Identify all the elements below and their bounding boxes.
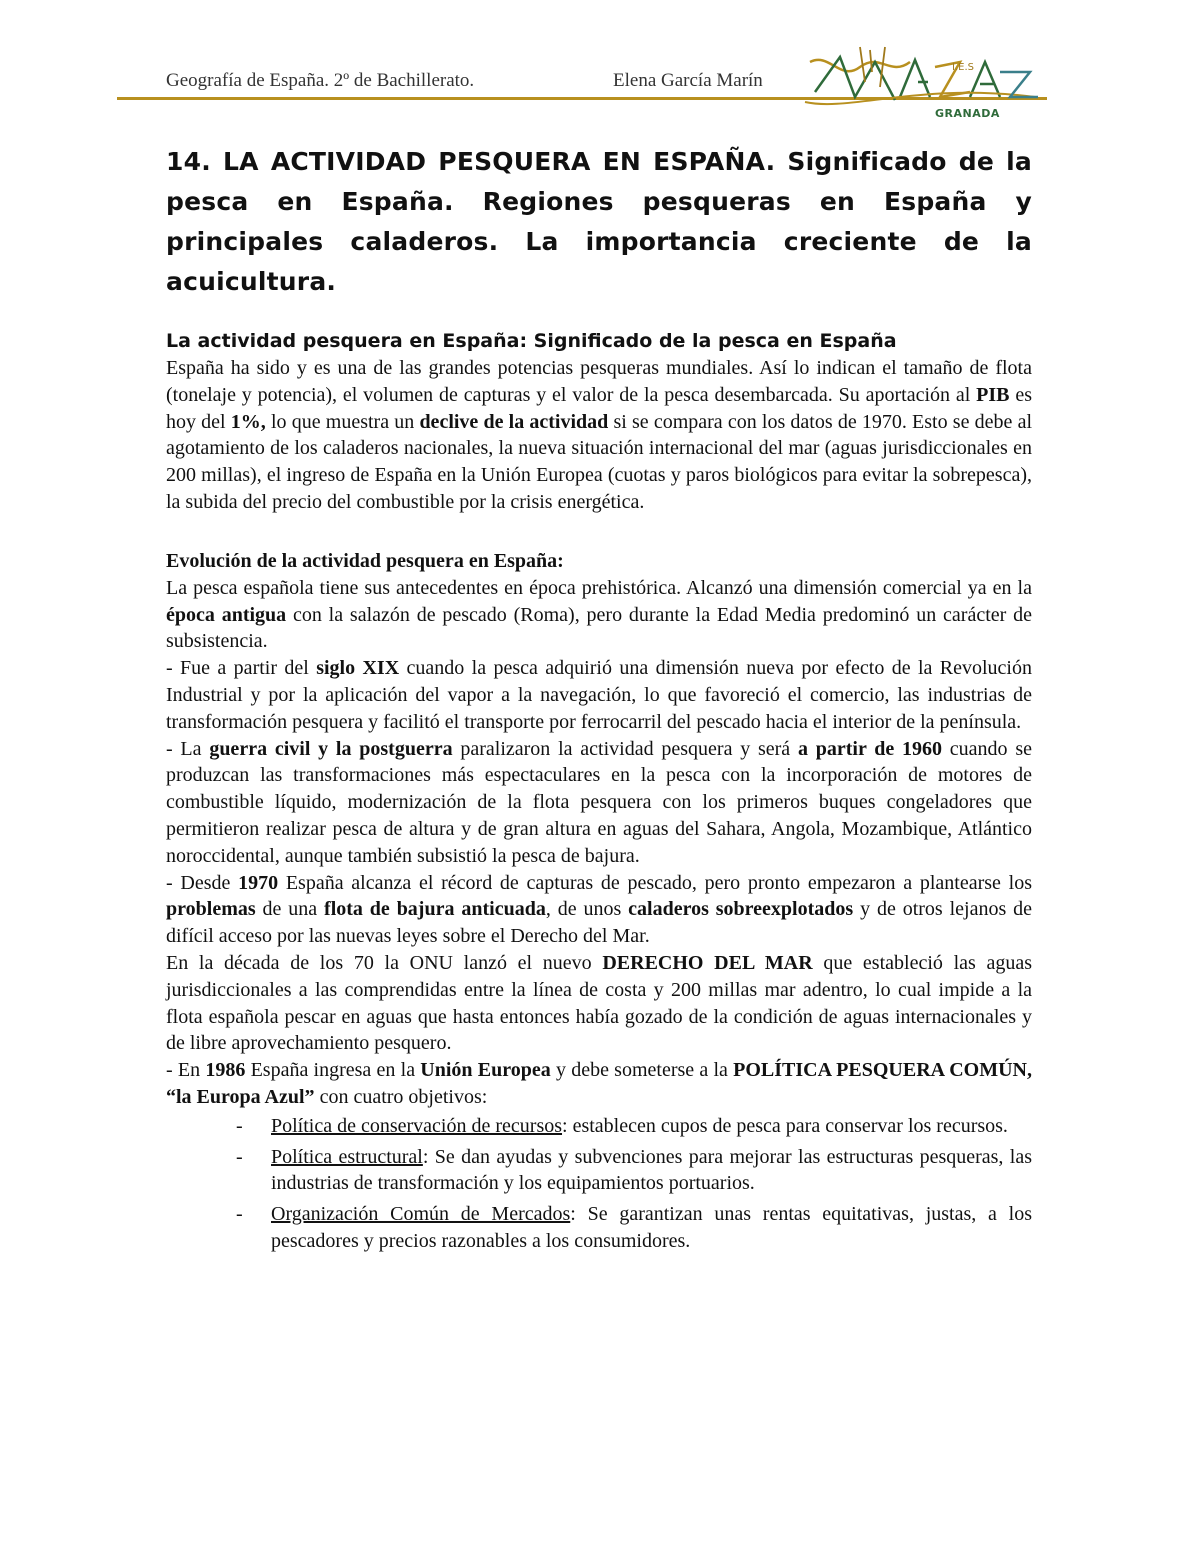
bold-text: flota de bajura anticuada xyxy=(324,898,546,921)
text: - En xyxy=(166,1059,206,1082)
page-title xyxy=(166,142,1032,302)
section-heading-significance: La actividad pesquera en España: Significado de la pesca en España xyxy=(166,330,897,352)
title-subtitle: Significado de la pesca en España. Regiones pesqueras en España y principales caladeros. La importancia creciente de la acuicultura. xyxy=(166,147,1032,296)
page-header xyxy=(0,0,1200,130)
bold-text: a partir de 1960 xyxy=(797,737,943,760)
policy-list xyxy=(166,1113,1032,1255)
text: cuando la pesca adquirió una dimensión nueva por efecto de la Revolución Industrial y por la aplicación del vapor a la navegación, lo que favoreció el comercio, las industrias de transformación pesquera y facilitó el transporte por ferrocarril del pescado hacia el interior de la península. xyxy=(166,657,1032,733)
bold-text: época antigua xyxy=(166,603,287,626)
paragraph-law-of-sea xyxy=(166,950,1032,1057)
list-item xyxy=(166,1201,1032,1255)
paragraph-significance xyxy=(166,355,1032,516)
paragraph-eu-1986 xyxy=(166,1057,1032,1111)
document-body xyxy=(166,142,1032,1259)
text: España ingresa en la xyxy=(245,1059,421,1082)
text: España ha sido y es una de las grandes potencias pesqueras mundiales. Así lo indican el tamaño de flota (tonelaje y potencia), el volumen de capturas y el valor de la pesca desembarcada. Su aportación al xyxy=(166,357,1032,406)
bold-text: Unión Europea xyxy=(420,1059,551,1082)
paragraph-antecedents xyxy=(166,575,1032,655)
bullet-dash: - xyxy=(236,1145,243,1168)
text: - Fue a partir del xyxy=(166,657,317,680)
logo-city-text: GRANADA xyxy=(935,107,1000,120)
bold-text: PIB xyxy=(976,383,1010,406)
bold-text: 1%, xyxy=(230,410,266,433)
text: La pesca española tiene sus antecedentes en época prehistórica. Alcanzó una dimensión comercial ya en la xyxy=(166,576,1032,599)
bold-text: guerra civil y la postguerra xyxy=(209,737,453,760)
title-lead: 14. LA ACTIVIDAD PESQUERA EN ESPAÑA. xyxy=(166,147,776,176)
bold-text: 1986 xyxy=(205,1059,246,1082)
bold-text: caladeros sobreexplotados xyxy=(628,898,854,921)
bold-text: 1970 xyxy=(238,871,279,894)
bold-text: DERECHO DEL MAR xyxy=(602,951,813,974)
text: - La xyxy=(166,737,210,760)
paragraph-1970 xyxy=(166,870,1032,950)
school-logo xyxy=(800,42,1040,122)
list-item xyxy=(166,1144,1032,1198)
text: En la década de los 70 la ONU lanzó el nuevo xyxy=(166,951,603,974)
section-heading-evolution: Evolución de la actividad pesquera en España: xyxy=(166,549,564,572)
bullet-dash: - xyxy=(236,1114,243,1137)
bold-text: declive de la actividad xyxy=(419,410,609,433)
text: con cuatro objetivos: xyxy=(314,1085,488,1108)
text: con la salazón de pescado (Roma), pero durante la Edad Media predominó un carácter de subsistencia. xyxy=(166,603,1032,653)
policy-name: Política de conservación de recursos xyxy=(271,1114,563,1137)
text: de una xyxy=(255,898,325,921)
text: cuando se produzcan las transformaciones más espectaculares en la pesca con la incorporación de motores de combustible líquido, modernización de la flota pesquera con los primeros buques congeladores que permitieron realizar pesca de altura y de gran altura en aguas del Sahara, Angola, Mozambique, Atlántico noroccidental, aunque también subsistió la pesca de bajura. xyxy=(166,737,1032,867)
course-label: Geografía de España. 2º de Bachillerato. xyxy=(166,70,475,91)
bold-text: siglo XIX xyxy=(316,657,400,680)
text: es hoy del xyxy=(166,383,1032,433)
text: si se compara con los datos de 1970. Esto se debe al agotamiento de los caladeros nacionales, la nueva situación internacional del mar (aguas jurisdiccionales en 200 millas), el ingreso de España en la Unión Europea (cuotas y paros biológicos para evitar la sobrepesca), la subida del precio del combustible por la crisis energética. xyxy=(166,410,1032,513)
paragraph-xix-century xyxy=(166,655,1032,735)
text: España alcanza el récord de capturas de pescado, pero pronto empezaron a plantearse los xyxy=(278,871,1032,894)
bold-text: POLÍTICA PESQUERA COMÚN, “la Europa Azul” xyxy=(166,1059,1032,1108)
bullet-dash: - xyxy=(236,1203,243,1226)
text: paralizaron la actividad pesquera y será xyxy=(452,737,798,760)
text: y de otros lejanos de difícil acceso por las nuevas leyes sobre el Derecho del Mar. xyxy=(166,898,1033,948)
policy-text: : establecen cupos de pesca para conservar los recursos. xyxy=(562,1114,1008,1137)
list-item xyxy=(166,1113,1032,1140)
policy-name: Política estructural xyxy=(271,1145,423,1168)
text: lo que muestra un xyxy=(265,410,420,433)
logo-ies-text: I.E.S xyxy=(952,62,974,73)
author-name: Elena García Marín xyxy=(613,70,763,91)
policy-text: : Se dan ayudas y subvenciones para mejorar las estructuras pesqueras, las industrias de transformación y los equipamientos portuarios. xyxy=(271,1145,1033,1195)
paragraph-civil-war-1960 xyxy=(166,736,1032,870)
text: - Desde xyxy=(166,871,239,894)
policy-name: Organización Común de Mercados xyxy=(271,1203,571,1226)
text: que estableció las aguas jurisdiccionales a las comprendidas entre la línea de costa y 200 millas mar adentro, lo cual impide a la flota española pescar en aguas que hasta entonces había gozado de la condición de aguas internacionales y de libre aprovechamiento pesquero. xyxy=(166,951,1033,1055)
bold-text: problemas xyxy=(166,898,256,921)
text: y debe someterse a la xyxy=(550,1059,734,1082)
text: , de unos xyxy=(545,898,629,921)
policy-text: : Se garantizan unas rentas equitativas, justas, a los pescadores y precios razonables a los consumidores. xyxy=(271,1203,1032,1252)
